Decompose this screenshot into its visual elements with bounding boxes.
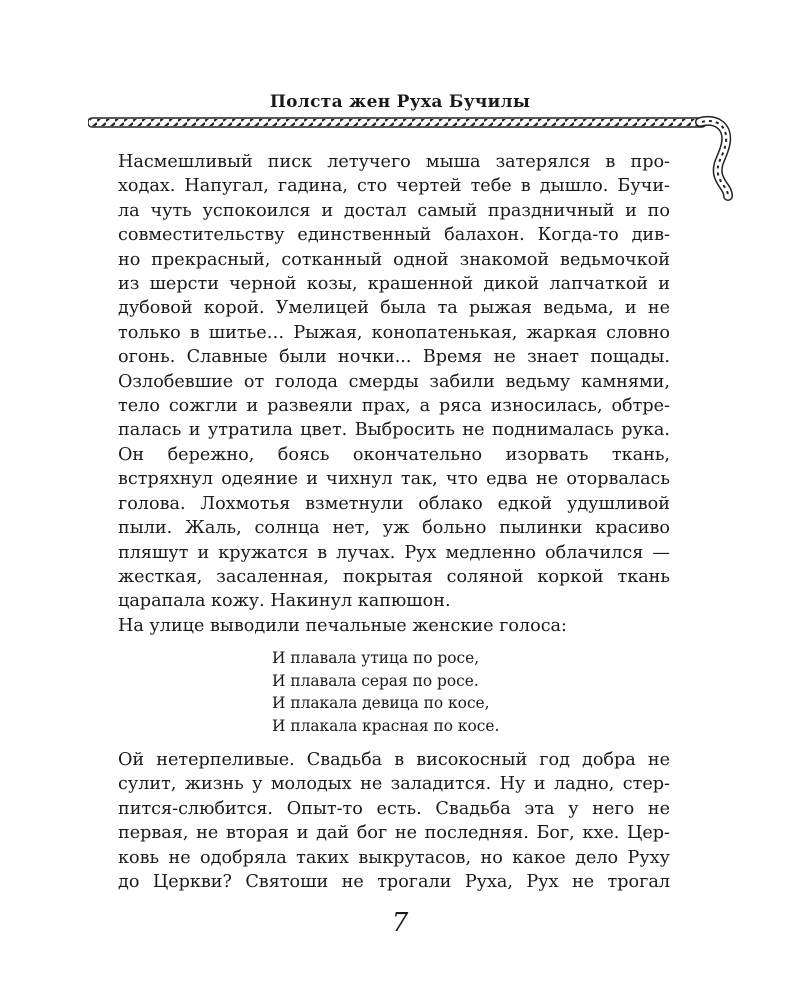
paragraph-3 [118,614,670,638]
text-line: голова. Лохмотья взметнули облако едкой удушливой [118,493,670,514]
text-line: пится-слюбится. Опыт-то есть. Свадьба эта у него не [118,798,670,819]
text-line: Он бережно, боясь окончательно изорвать ткань, [118,444,670,465]
text-line: ла чуть успокоился и достал самый праздничный и по [118,200,670,221]
text-line: только в шитье… Рыжая, конопатенькая, жаркая словно [118,322,670,343]
main-text [118,150,670,638]
text-line: из шерсти черной козы, крашенной дикой лапчаткой и [118,274,670,295]
page-number: 7 [391,908,409,938]
text-line: Озлобевшие от голода смерды забили ведьму камнями, [118,371,670,392]
text-line: палась и утратила цвет. Выбросить не поднималась рука. [118,420,670,441]
text-line: тело сожгли и развеяли прах, а ряса износилась, обтре- [118,396,670,417]
text-line: огонь. Славные были ночки... Время не знает пощады. [118,347,670,368]
text-line: ходах. Напугал, гадина, сто чертей тебе в дышло. Бучи- [118,176,670,197]
text-line: царапала кожу. Накинул капюшон. [118,591,451,612]
text-line: На улице выводили печальные женские голоса: [118,615,567,636]
poem-line: И плавала серая по росе. [272,671,479,690]
text-line: первая, не вторая и дай бог не последняя. Бог, кхе. Цер- [118,823,670,844]
text-line: но прекрасный, сотканный одной знакомой ведьмочкой [118,249,670,270]
main-text-continued [118,748,670,894]
text-line: пыли. Жаль, солнца нет, уж больно пылинки красиво [118,518,670,539]
text-line: совместительству единственный балахон. Когда-то див- [118,225,670,246]
text-line: дубовой корой. Умелицей была та рыжая ведьма, и не [118,298,670,319]
text-line: пляшут и кружатся в лучах. Рух медленно облачился — [118,542,670,563]
poem-verse [272,647,499,737]
poem-line: И плакала красная по косе. [272,716,500,735]
text-line: встряхнул одеяние и чихнул так, что едва не оторвалась [118,469,670,490]
poem-line: И плавала утица по росе, [272,649,480,667]
text-line: жесткая, засаленная, покрытая соляной коркой ткань [118,566,670,587]
text-line: Насмешливый писк летучего мыша затерялся в про- [118,152,670,172]
text-line: до Церкви? Святоши не трогали Руха, Рух не трогал [118,872,670,893]
text-line: сулит, жизнь у молодых не заладится. Ну и ладно, стер- [118,774,670,795]
text-line: ковь не одобряла таких выкрутасов, но какое дело Руху [118,847,670,868]
poem-line: И плакала девица по косе, [272,694,490,713]
running-header-title: Полста жен Руха Бучилы [269,92,531,112]
paragraph-2 [118,443,670,614]
paragraph-4 [118,748,670,894]
paragraph-1 [118,150,670,443]
text-line: Ой нетерпеливые. Свадьба в високосный год добра не [118,750,670,770]
